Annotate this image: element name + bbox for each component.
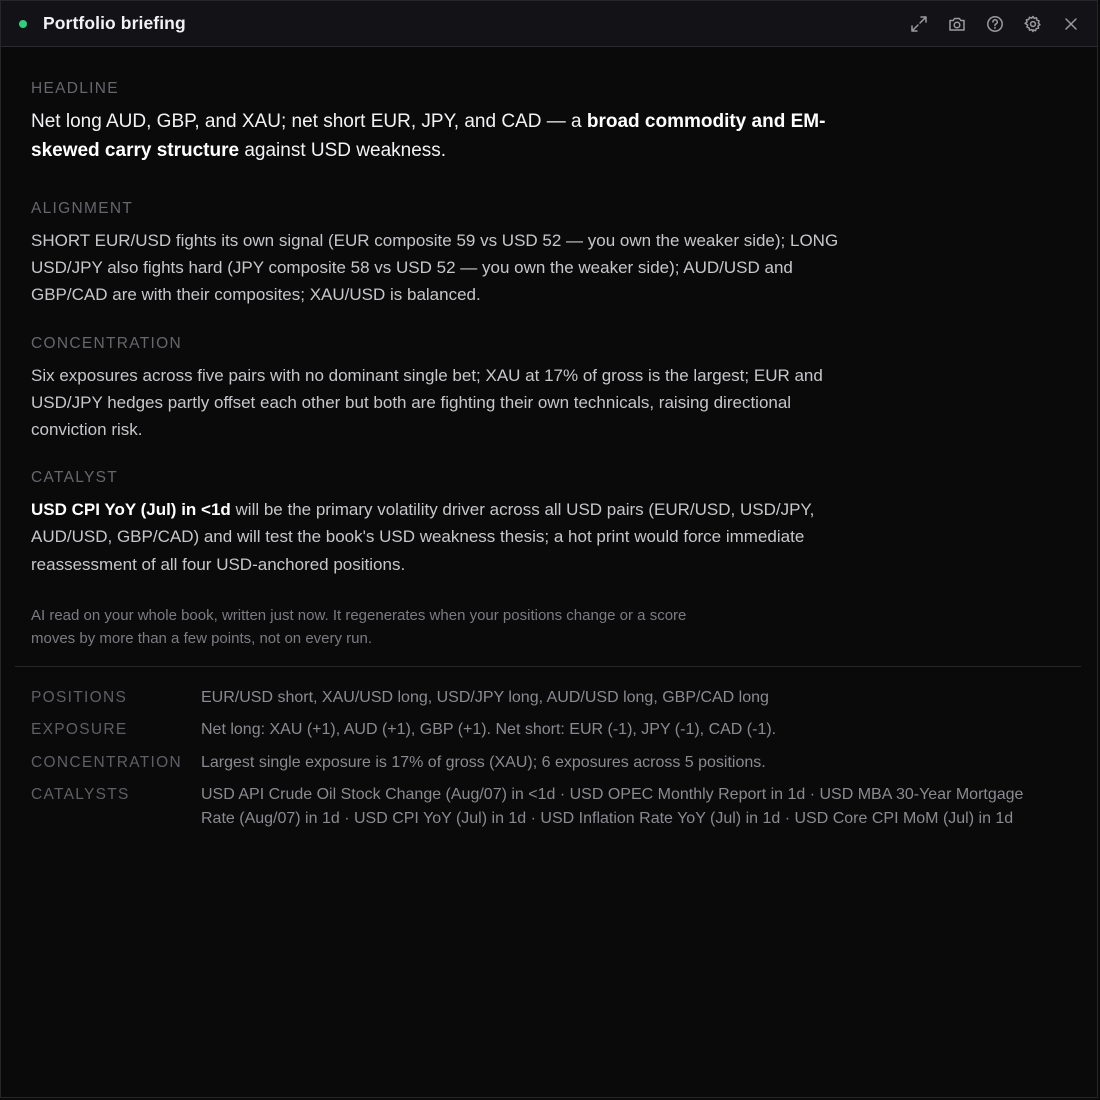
catalyst-text-bold: USD CPI YoY (Jul) in <1d — [31, 500, 231, 520]
detail-value: Net long: XAU (+1), AUD (+1), GBP (+1). Net short: EUR (-1), JPY (-1), CAD (-1). — [201, 721, 777, 739]
close-icon[interactable] — [1061, 14, 1081, 34]
title-bar — [1, 1, 1097, 47]
catalyst-section — [31, 469, 871, 578]
catalyst-label: CATALYST — [31, 469, 119, 487]
detail-row-catalysts — [31, 783, 1067, 830]
detail-value: EUR/USD short, XAU/USD long, USD/JPY long, AUD/USD long, GBP/CAD long — [201, 688, 769, 706]
status-dot — [19, 20, 27, 28]
concentration-label: CONCENTRATION — [31, 334, 182, 352]
headline-section — [31, 80, 871, 165]
details-table — [1, 667, 1097, 831]
catalyst-text — [31, 496, 871, 578]
window-controls — [909, 14, 1081, 34]
headline-text — [31, 107, 871, 165]
window-title: Portfolio briefing — [43, 13, 186, 33]
concentration-text: Six exposures across five pairs with no dominant single bet; XAU at 17% of gross is the largest; EUR and USD/JPY hedges partly offset each other but both are fighting their own technicals, raising directional conviction risk. — [31, 365, 823, 440]
detail-value: Largest single exposure is 17% of gross (XAU); 6 exposures across 5 positions. — [201, 753, 766, 771]
expand-icon[interactable] — [909, 14, 929, 34]
detail-key: POSITIONS — [31, 688, 128, 706]
briefing-content — [1, 47, 1097, 650]
detail-key: CATALYSTS — [31, 786, 130, 804]
camera-icon[interactable] — [947, 14, 967, 34]
headline-text-bold: broad commodity and EM-skewed carry structure — [31, 111, 826, 161]
help-icon[interactable] — [985, 14, 1005, 34]
gear-icon[interactable] — [1023, 14, 1043, 34]
alignment-text: SHORT EUR/USD fights its own signal (EUR composite 59 vs USD 52 — you own the weaker side); LONG USD/JPY also fights hard (JPY composite 58 vs USD 52 — you own the weaker side); AUD/USD and GBP/CAD are with their composites; XAU/USD is balanced. — [31, 231, 839, 305]
headline-text-post: against USD weakness. — [239, 140, 447, 161]
alignment-label: ALIGNMENT — [31, 200, 134, 217]
catalyst-text-post: will be the primary volatility driver across all USD pairs (EUR/USD, USD/JPY, AUD/USD, GBP/CAD) and will test the book's USD weakness thesis; a hot print would force immediate reassessment of all four USD-anchored positions. — [31, 500, 815, 574]
concentration-section — [31, 335, 871, 444]
detail-key: CONCENTRATION — [31, 753, 182, 771]
headline-text-pre: Net long AUD, GBP, and XAU; net short EUR, JPY, and CAD — a — [31, 111, 587, 132]
detail-row-exposure — [31, 718, 1067, 742]
detail-value: USD API Crude Oil Stock Change (Aug/07) in <1d · USD OPEC Monthly Report in 1d · USD MBA 30-Year Mortgage Rate (Aug/07) in 1d · USD CPI YoY (Jul) in 1d · USD Inflation Rate YoY (Jul) in 1d · USD Core CPI MoM (Jul) in 1d — [201, 786, 1024, 827]
alignment-section — [31, 200, 871, 309]
detail-row-concentration — [31, 751, 1067, 775]
ai-footnote: AI read on your whole book, written just now. It regenerates when your positions change or a score moves by more than a few points, not on every run. — [31, 606, 687, 647]
headline-label: HEADLINE — [31, 80, 119, 97]
detail-key: EXPOSURE — [31, 721, 128, 739]
detail-row-positions — [31, 686, 1067, 710]
